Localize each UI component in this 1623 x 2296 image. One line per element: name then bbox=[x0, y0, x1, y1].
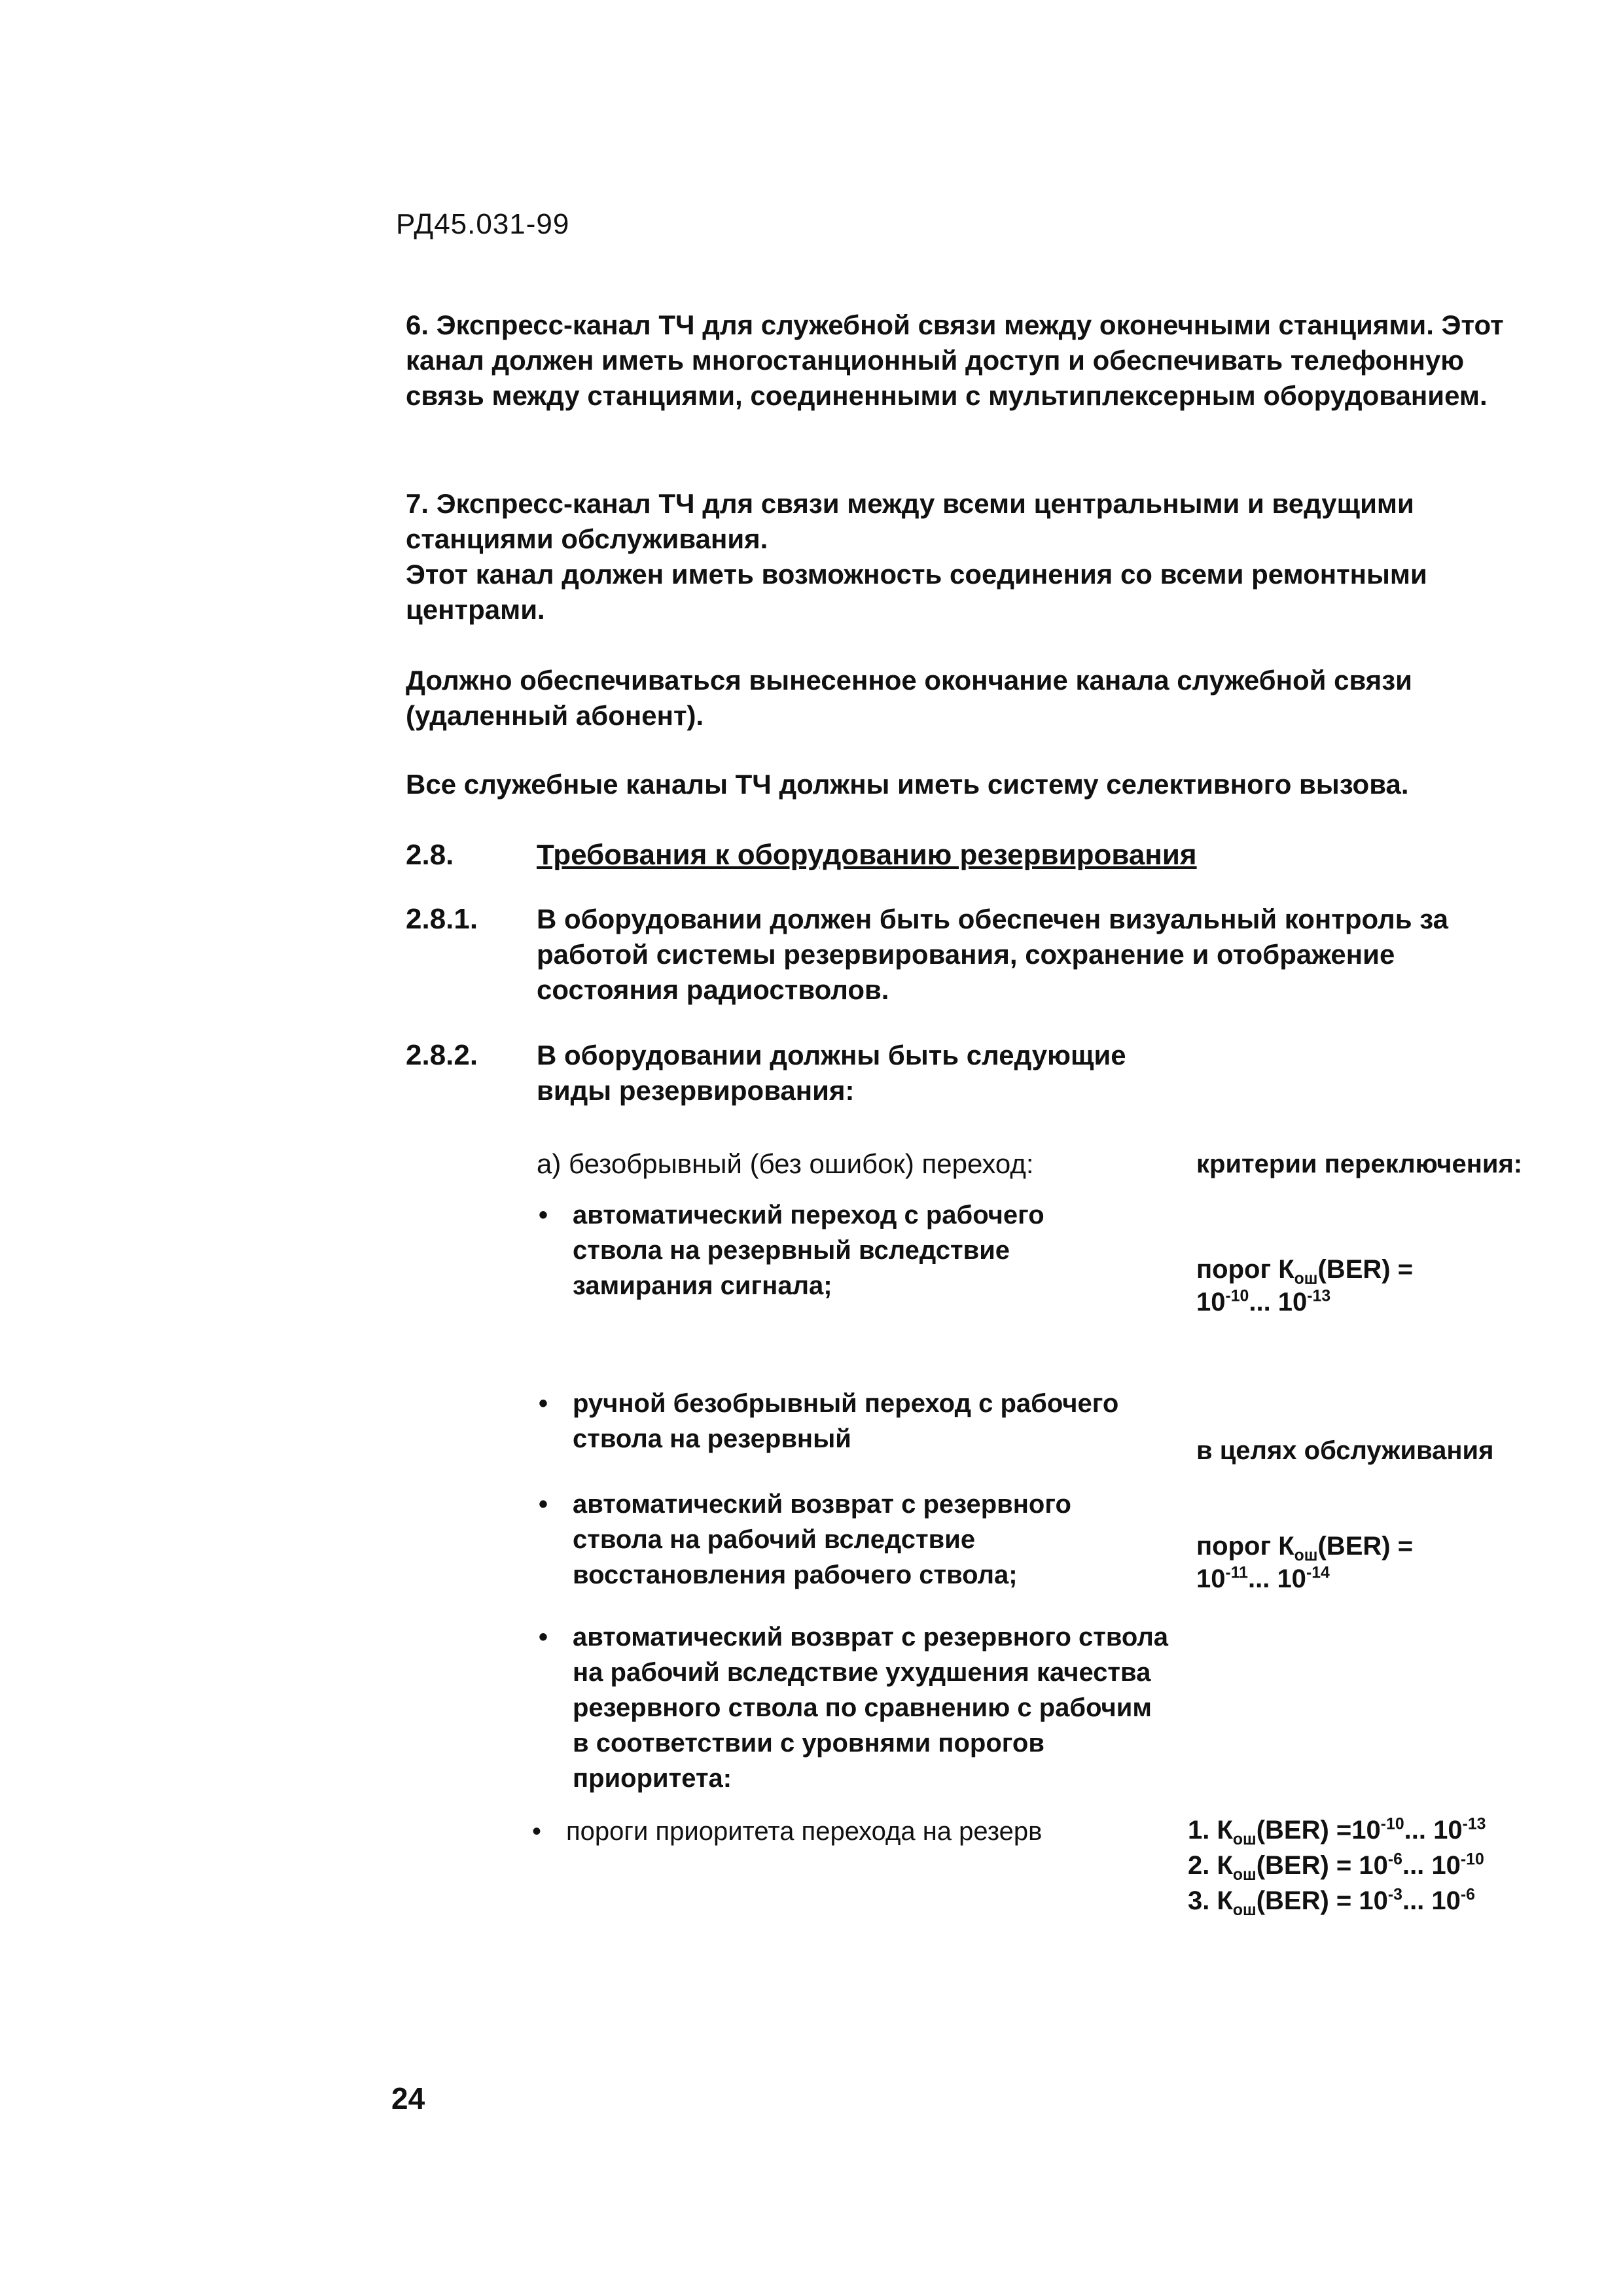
clause-2-8-1-number: 2.8.1. bbox=[406, 903, 478, 935]
paragraph-remote-subscriber-text: Должно обеспечиваться вынесенное окончание канала служебной связи (удаленный абонент). bbox=[406, 665, 1412, 731]
bullet-manual-switch bbox=[539, 1386, 1162, 1457]
criteria-header: критерии переключения: bbox=[1196, 1150, 1523, 1178]
bullet-dot: • bbox=[539, 1490, 548, 1519]
clause-2-8-2-number: 2.8.2. bbox=[406, 1039, 478, 1071]
bullet-priority-thresholds-text: пороги приоритета перехода на резерв bbox=[566, 1817, 1043, 1846]
subitem-a: а) безобрывный (без ошибок) переход: bbox=[537, 1148, 1034, 1179]
bullet-auto-return-degradation-text: автоматический возврат с резервного ствола на рабочий вследствие ухудшения качества резервного ствола по сравнению с рабочим в соответствии с уровнями порогов приоритета: bbox=[573, 1623, 1169, 1793]
bullet-auto-switch bbox=[539, 1197, 1109, 1303]
page-number: 24 bbox=[391, 2081, 425, 2115]
bullet-dot: • bbox=[539, 1201, 548, 1229]
bullet-dot: • bbox=[532, 1817, 542, 1846]
threshold-3: 3. $К_{ош}(BER) = 10^{-3}$... $10^{-6}$ bbox=[1188, 1886, 1475, 1919]
paragraph-7a-text: 7. Экспресс-канал ТЧ для связи между всеми центральными и ведущими станциями обслуживания. bbox=[406, 488, 1414, 554]
bullet-priority-thresholds bbox=[532, 1814, 1155, 1849]
bullet-auto-return-recovery-text: автоматический возврат с резервного ствола на рабочий вследствие восстановления рабочего ствола; bbox=[573, 1490, 1071, 1589]
paragraph-remote-subscriber bbox=[406, 663, 1505, 733]
threshold-1: 1. $К_{ош}(BER) =10^{-10}$... $10^{-13}$ bbox=[1188, 1815, 1486, 1848]
bullet-auto-switch-text: автоматический переход с рабочего ствола на резервный вследствие замирания сигнала; bbox=[573, 1201, 1044, 1300]
paragraph-6-text: 6. Экспресс-канал ТЧ для служебной связи между оконечными станциями. Этот канал должен иметь многостанционный доступ и обеспечивать телефонную связь между станциями, соединенными с мультиплексерным оборудованием. bbox=[406, 309, 1504, 411]
criterion-2: порог $К_{ош}(BER)$ = $10^{-11}$... $10^{-14}$ bbox=[1196, 1532, 1414, 1593]
paragraph-selective-call-text: Все служебные каналы ТЧ должны иметь систему селективного вызова. bbox=[406, 769, 1409, 800]
paragraph-6 bbox=[406, 308, 1505, 414]
bullet-dot: • bbox=[539, 1623, 548, 1651]
clause-2-8-1-text: В оборудовании должен быть обеспечен визуальный контроль за работой системы резервирования, сохранение и отображение состояния радиостволов. bbox=[537, 904, 1448, 1005]
section-title: Требования к оборудованию резервирования bbox=[537, 839, 1197, 871]
document-code-header: РД45.031-99 bbox=[396, 208, 570, 240]
criterion-1: порог $К_{ош}(BER)$ = $10^{-10}$... $10^{-13}$ bbox=[1196, 1255, 1414, 1316]
section-number: 2.8. bbox=[406, 839, 454, 871]
threshold-2: 2. $К_{ош}(BER) = 10^{-6}$... $10^{-10}$ bbox=[1188, 1850, 1484, 1884]
thresholds-list bbox=[1188, 1812, 1486, 1918]
criterion-maintenance: в целях обслуживания bbox=[1196, 1436, 1494, 1465]
paragraph-7b-text: Этот канал должен иметь возможность соединения со всеми ремонтными центрами. bbox=[406, 559, 1427, 625]
paragraph-7 bbox=[406, 486, 1505, 627]
bullet-manual-switch-text: ручной безобрывный переход с рабочего ствола на резервный bbox=[573, 1389, 1119, 1453]
bullet-auto-return-degradation bbox=[539, 1619, 1175, 1796]
clause-2-8-2-text: В оборудовании должны быть следующие виды резервирования: bbox=[537, 1040, 1126, 1106]
paragraph-selective-call bbox=[406, 767, 1518, 802]
bullet-dot: • bbox=[539, 1389, 548, 1418]
bullet-auto-return-recovery bbox=[539, 1487, 1109, 1593]
